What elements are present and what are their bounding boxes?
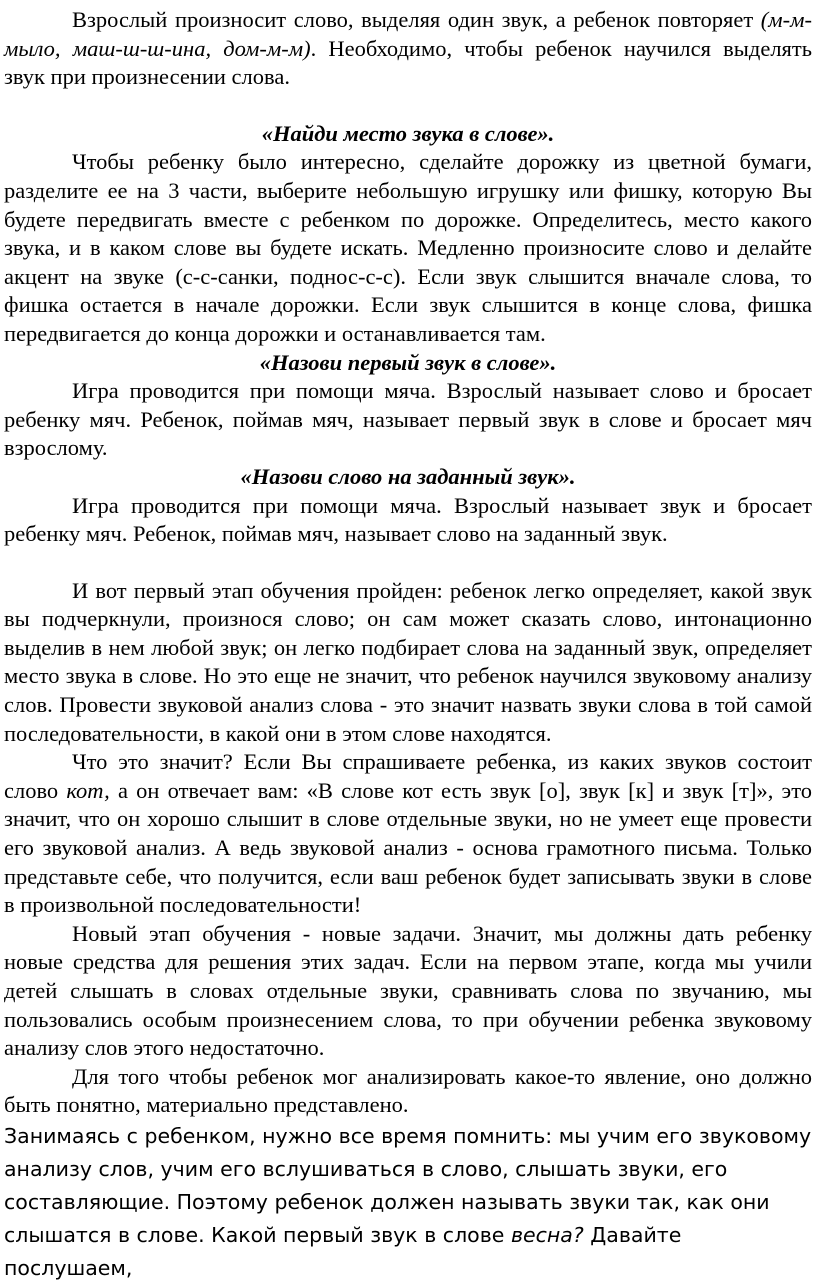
paragraph-1-examples: (м-м-мыло, маш-ш-ш-ина, дом-м-м) [4, 7, 812, 61]
paragraph-3: Игра проводится при помощи мяча. Взрослый называет слово и бросает ребенку мяч. Ребенок, поймав мяч, называет первый звук в слове и бросает мяч взрослому. [4, 378, 812, 461]
game-title-find-sound-place: «Найди место звука в слове». [261, 120, 555, 146]
spacer [4, 92, 812, 120]
paragraph-9-text-end: Давайте послушаем, [4, 1222, 682, 1280]
paragraph-6-text: Что это значит? Если Вы спрашиваете ребенка, из каких звуков состоит слово [4, 749, 812, 803]
paragraph-8: Для того чтобы ребенок мог анализировать какое-то явление, оно должно быть понятно, материально представлено. [4, 1063, 812, 1118]
paragraph-7: Новый этап обучения - новые задачи. Значит, мы должны дать ребенку новые средства для решения этих задач. Если на первом этапе, когда мы учили детей слышать в словах отдельные звуки, сравнивать слова по звучанию, мы пользовались особым произнесением слова, то при обучении ребенка звуковому анализу слов этого недостаточно. [4, 920, 812, 1061]
paragraph-9-text: Занимаясь с ребенком, нужно все время помнить: мы учим его звуковому анализу слов, учим его вслушиваться в слово, слышать звуки, его составляющие. Поэтому ребенок должен называть звуки так, как они слышатся в слове. Какой первый звук в слове [4, 1123, 812, 1247]
paragraph-4: Игра проводится при помощи мяча. Взрослый называет звук и бросает ребенку мяч. Ребенок, поймав мяч, называет слово на заданный звук. [4, 492, 812, 547]
paragraph-1-text: Взрослый произносит слово, выделяя один звук, а ребенок повторяет [72, 7, 761, 32]
spacer [4, 549, 812, 577]
paragraph-5: И вот первый этап обучения пройден: ребенок легко определяет, какой звук вы подчеркнули, произнося слово; он сам может сказать слово, интонационно выделив в нем любой звук; он легко подбирает слова на заданный звук, определяет место звука в слове. Но это еще не значит, что ребенок научился звуковому анализу слов. Провести звуковой анализ слова - это значит назвать звуки слова в той самой последовательности, в какой они в этом слове находятся. [4, 577, 812, 746]
paragraph-6-text-end: а он отвечает вам: «В слове кот есть звук [о], звук [к] и звук [т]», это значит, что он хорошо слышит в слове отдельные звуки, но не умеет еще провести его звуковой анализ. А ведь звуковой анализ - основа грамотного письма. Только представьте себе, что получится, если ваш ребенок будет записывать звуки в слове в произвольной последовательности! [4, 777, 812, 918]
paragraph-9-word: весна? [510, 1222, 584, 1247]
paragraph-6 [4, 748, 812, 920]
paragraph-1-text-end: . Необходимо, чтобы ребенок научился выделять звук при произнесении слова. [4, 35, 812, 90]
paragraph-1 [4, 6, 812, 92]
paragraph-6-word: кот, [66, 777, 110, 803]
game-title-word-on-sound: «Назови слово на заданный звук». [240, 463, 576, 489]
paragraph-2: Чтобы ребенку было интересно, сделайте дорожку из цветной бумаги, разделите ее на 3 части, выберите небольшую игрушку или фишку, которую Вы будете передвигать вместе с ребенком по дорожке. Определитесь, место какого звука, и в каком слове вы будете искать. Медленно произносите слово и делайте акцент на звуке (с-с-санки, поднос-с-с). Если звук слышится вначале слова, то фишка остается в начале дорожки. Если звук слышится в конце слова, фишка передвигается до конца дорожки и останавливается там. [4, 149, 812, 346]
paragraph-9 [4, 1120, 812, 1285]
game-title-first-sound: «Назови первый звук в слове». [259, 349, 557, 375]
